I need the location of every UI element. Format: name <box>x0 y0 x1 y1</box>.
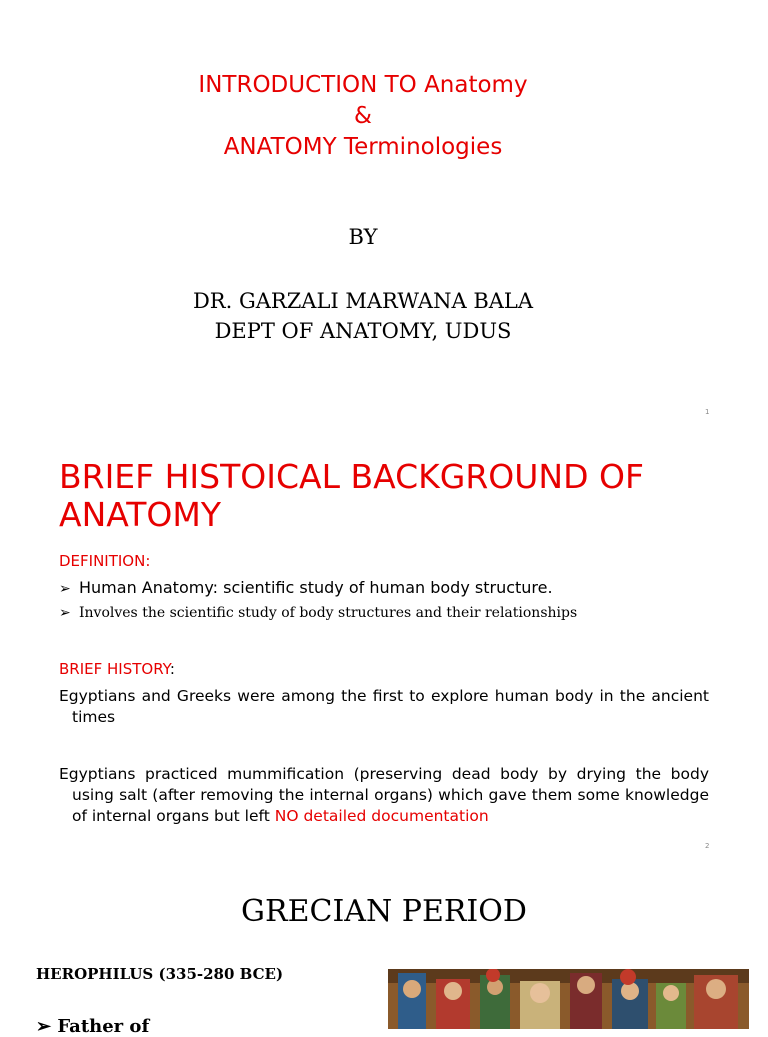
author-dept: DEPT OF ANATOMY, UDUS <box>214 319 512 343</box>
history-label-text: BRIEF HISTORY <box>59 660 170 678</box>
author-block <box>0 286 726 346</box>
definition-label: DEFINITION: <box>59 552 151 570</box>
bullet-text: Father of <box>57 1016 150 1037</box>
bullet-item <box>59 605 577 621</box>
history-paragraph-2 <box>59 764 709 827</box>
highlight-text: NO detailed documentation <box>274 807 489 825</box>
title-line-1: INTRODUCTION TO Anatomy <box>198 72 528 98</box>
paragraph-text: Egyptians practiced mummification (preserving dead body by drying the body using salt (after removing the internal organs) which gave them some knowledge of internal organs but left <box>59 765 709 825</box>
title-line-2: & <box>354 103 372 129</box>
slide-1 <box>0 0 768 430</box>
author-name: DR. GARZALI MARWANA BALA <box>192 289 534 313</box>
bullet-text: Involves the scientific study of body structures and their relationships <box>79 605 578 621</box>
arrow-bullet-icon: ➢ <box>59 581 71 597</box>
bullet-item <box>59 578 553 597</box>
page-number: 1 <box>705 408 710 416</box>
slide1-title <box>0 70 726 163</box>
person-heading: HEROPHILUS (335-280 BCE) <box>36 965 284 983</box>
history-colon: : <box>169 660 175 678</box>
history-label <box>59 660 175 678</box>
title-line-3: ANATOMY Terminologies <box>223 134 503 160</box>
painting-image <box>388 969 749 1029</box>
page-number: 2 <box>705 842 710 850</box>
bullet-item <box>36 1016 149 1037</box>
slide3-title: GRECIAN PERIOD <box>241 894 527 929</box>
history-paragraph-1: Egyptians and Greeks were among the first to explore human body in the ancient times <box>59 687 709 726</box>
arrow-bullet-icon: ➢ <box>36 1016 52 1037</box>
bullet-text: Human Anatomy: scientific study of human body structure. <box>79 578 553 597</box>
by-label: BY <box>348 225 378 249</box>
arrow-bullet-icon: ➢ <box>59 605 71 621</box>
slide-2 <box>0 440 768 860</box>
historical-painting <box>388 969 749 1029</box>
slide2-title: BRIEF HISTOICAL BACKGROUND OF ANATOMY <box>59 457 644 534</box>
slide-3 <box>0 870 768 1037</box>
